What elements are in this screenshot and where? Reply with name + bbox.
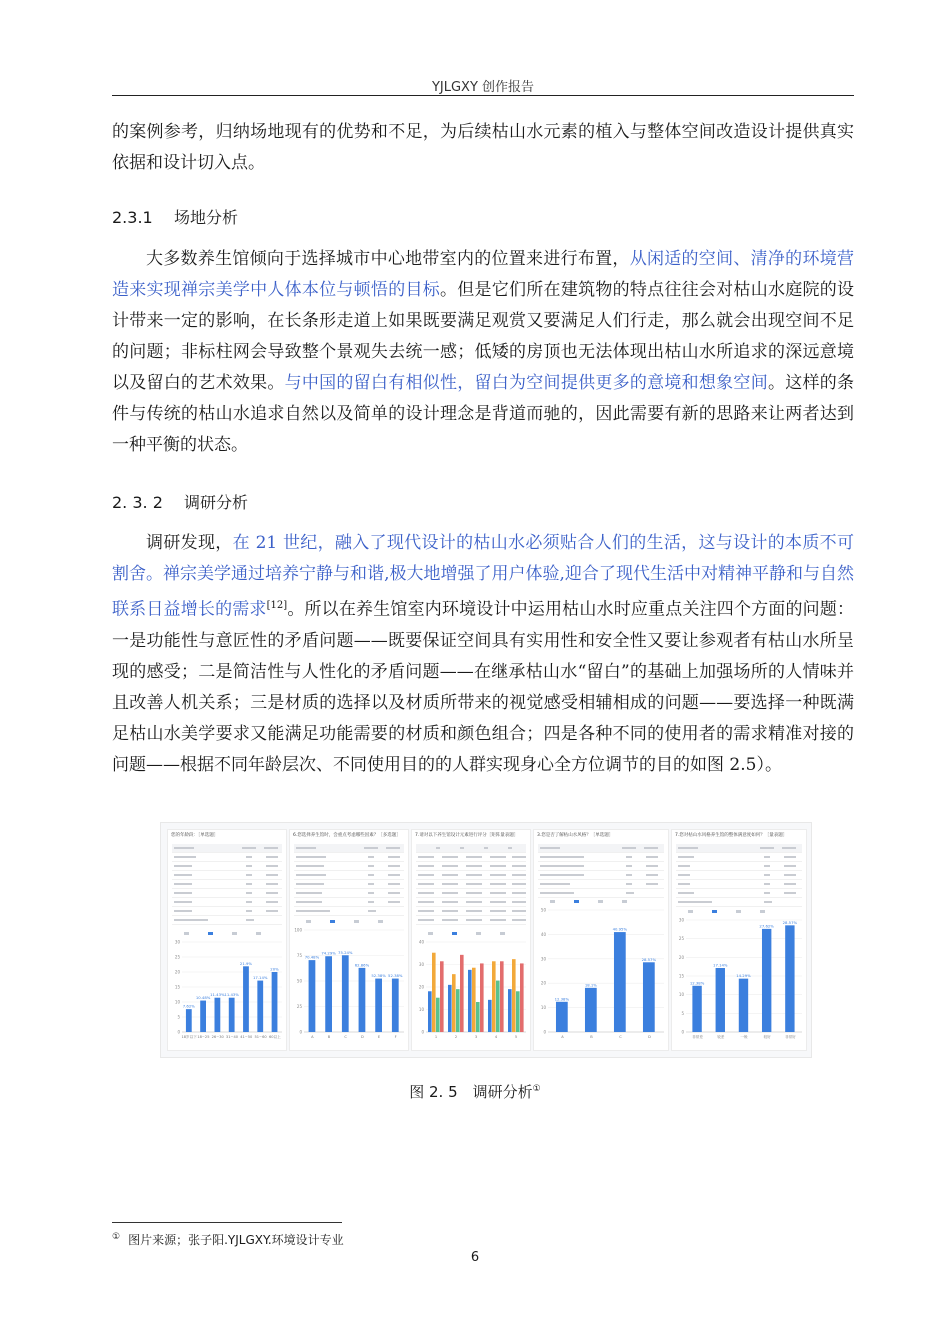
data-label: 70.48% xyxy=(304,954,320,960)
bar xyxy=(692,986,701,1032)
bar xyxy=(512,959,516,1032)
y-tick-label: 10 xyxy=(678,992,684,998)
highlighted-text: 在 21 世纪，融入了现代设计的枯山水必须贴合人们的生活，这与设计的本质不可割舍。禅宗美学通过培养宁静与和谐,极大地增强了用户体验,迎合了现代生活中对精神平静和与自然联系日益增长的需求 xyxy=(112,533,854,620)
bar xyxy=(468,970,472,1032)
table-row xyxy=(676,889,802,898)
bar xyxy=(500,961,504,1032)
bar xyxy=(496,981,500,1032)
bar xyxy=(436,998,440,1032)
legend-swatch xyxy=(500,932,505,935)
data-label: 21.9% xyxy=(239,960,252,966)
table-row xyxy=(538,871,664,880)
x-tick-label: 较差 xyxy=(717,1035,725,1039)
site-analysis-block xyxy=(112,244,854,461)
legend-swatch xyxy=(208,932,213,935)
highlighted-text: 与中国的留白有相似性，留白为空间提供更多的意境和想象空间 xyxy=(284,373,768,393)
bar-chart xyxy=(534,898,668,1048)
panel-title: 7.您对枯山水风格养生馆的整体满意度如何？［量表题］ xyxy=(675,833,788,838)
table-row xyxy=(172,916,282,925)
y-tick-label: 25 xyxy=(678,936,684,942)
y-tick-label: 15 xyxy=(174,984,180,990)
summary-table xyxy=(172,844,282,925)
bar xyxy=(257,981,263,1032)
data-label: 52.38% xyxy=(388,973,403,979)
site-analysis-paragraph xyxy=(112,244,854,461)
y-tick-label: 0 xyxy=(299,1029,302,1035)
table-header xyxy=(172,844,282,853)
x-tick-label: 26~30 xyxy=(211,1035,224,1039)
section-title: 场地分析 xyxy=(174,208,239,227)
table-row xyxy=(172,907,282,916)
section-heading-2-3-2 xyxy=(112,490,248,513)
y-tick-label: 30 xyxy=(540,956,546,962)
bar xyxy=(785,925,794,1032)
x-tick-label: 60以上 xyxy=(268,1035,281,1039)
bar xyxy=(375,979,382,1032)
x-tick-label: 3 xyxy=(474,1035,478,1039)
x-tick-label: A xyxy=(561,1035,564,1039)
table-row xyxy=(294,871,404,880)
bar xyxy=(456,989,460,1032)
bar xyxy=(480,963,484,1032)
data-label: 52.38% xyxy=(371,973,386,979)
bar xyxy=(428,991,432,1032)
bar xyxy=(215,998,221,1032)
bar xyxy=(272,972,278,1032)
footnote xyxy=(112,1231,344,1248)
x-tick-label: 4 xyxy=(494,1035,498,1039)
legend-swatch xyxy=(736,910,741,913)
table-row xyxy=(416,907,526,916)
table-row xyxy=(538,853,664,862)
legend-swatch xyxy=(622,900,627,903)
table-header xyxy=(294,844,404,853)
table-row xyxy=(172,889,282,898)
bar xyxy=(585,988,597,1032)
y-tick-label: 20 xyxy=(174,969,180,975)
bar xyxy=(309,960,316,1032)
legend-swatch xyxy=(184,932,189,935)
summary-table xyxy=(538,844,664,898)
y-tick-label: 40 xyxy=(540,931,546,937)
table-row xyxy=(538,889,664,898)
y-tick-label: 10 xyxy=(540,1005,546,1011)
caption-text: 图 2. 5 调研分析 xyxy=(409,1083,533,1101)
y-tick-label: 10 xyxy=(418,1007,424,1012)
bar xyxy=(614,932,626,1032)
x-tick-label: 非常好 xyxy=(785,1035,796,1039)
table-row xyxy=(416,880,526,889)
panel-title: 7.请对以下养生馆设计元素进行评分［矩阵量表题］ xyxy=(415,833,519,838)
x-tick-label: 41~50 xyxy=(240,1035,253,1039)
x-tick-label: 31~40 xyxy=(225,1035,239,1039)
survey-analysis-block xyxy=(112,528,854,781)
y-tick-label: 0 xyxy=(543,1029,546,1035)
table-row xyxy=(676,871,802,880)
table-row xyxy=(416,871,526,880)
y-tick-label: 5 xyxy=(681,1010,684,1016)
figure-caption xyxy=(0,1081,950,1102)
data-label: 28.57% xyxy=(782,919,798,925)
y-tick-label: 25 xyxy=(174,954,180,960)
section-title: 调研分析 xyxy=(184,493,249,512)
table-row xyxy=(676,880,802,889)
grouped-bar-chart xyxy=(412,930,530,1048)
x-tick-label: A xyxy=(311,1035,314,1039)
table-row xyxy=(676,898,802,907)
table-row xyxy=(294,889,404,898)
table-row xyxy=(416,916,526,925)
footnote-mark: ① xyxy=(112,1232,121,1242)
summary-table xyxy=(676,844,802,907)
x-tick-label: 一般 xyxy=(740,1035,748,1039)
bar xyxy=(359,968,366,1032)
data-label: 7.62% xyxy=(182,1003,195,1009)
header-divider xyxy=(112,95,854,96)
data-label: 11.43% xyxy=(224,992,239,998)
highlighted-text: 从闲适的空间、清净的环境营造来实现禅宗美学中人体本位与顿悟的目标 xyxy=(112,249,855,300)
page-number: 6 xyxy=(470,1250,480,1265)
section-number: 2.3.1 xyxy=(112,208,153,227)
bar xyxy=(716,968,725,1032)
bar xyxy=(739,979,748,1032)
table-row xyxy=(294,853,404,862)
table-row xyxy=(416,862,526,871)
y-tick-label: 50 xyxy=(296,978,302,984)
table-row xyxy=(294,907,404,916)
text-run: 。所以在养生馆室内环境设计中运用枯山水时应重点关注四个方面的问题：一是功能性与意匠性的矛盾问题——既要保证空间具有实用性和安全性又要让参观者有枯山水所呈现的感受；二是简洁性与人性化的矛盾问题——在继承枯山水“留白”的基础上加强场所的人情味并且改善人机关系；三是材质的选择以及材质所带来的视觉感受相辅相成的问题——要选择一种既满足枯山水美学要求又能满足功能需要的材质和颜色组合；四是各种不同的使用者的需求精准对接的问题——根据不同年龄层次、不同使用目的的人群实现身心全方位调节的目的如图 2.5）。 xyxy=(112,599,855,775)
y-tick-label: 0 xyxy=(421,1029,424,1035)
summary-table xyxy=(294,844,404,916)
legend-swatch xyxy=(428,932,433,935)
y-tick-label: 20 xyxy=(540,980,546,986)
bar xyxy=(452,974,456,1032)
table-row xyxy=(172,862,282,871)
legend-swatch xyxy=(232,932,237,935)
y-tick-label: 15 xyxy=(678,973,684,979)
x-tick-label: 较好 xyxy=(763,1035,771,1039)
y-tick-label: 0 xyxy=(681,1029,684,1035)
table-row xyxy=(172,871,282,880)
data-label: 12.38% xyxy=(554,996,570,1002)
y-tick-label: 20 xyxy=(678,954,684,960)
x-tick-label: E xyxy=(377,1035,381,1039)
data-label: 40.95% xyxy=(612,926,628,932)
data-label: 18.1% xyxy=(584,982,597,988)
table-row xyxy=(676,862,802,871)
table-header xyxy=(676,844,802,853)
table-row xyxy=(294,880,404,889)
legend-swatch xyxy=(306,920,311,923)
intro-paragraph: 的案例参考，归纳场地现有的优势和不足，为后续枯山水元素的植入与整体空间改造设计提供真实依据和设计切入点。 xyxy=(112,122,854,173)
data-label: 20% xyxy=(270,966,279,972)
survey-analysis-paragraph xyxy=(112,528,854,781)
x-tick-label: B xyxy=(590,1035,593,1039)
panel-title: 6.您选择养生馆时，会重点考虑哪些因素？［多选题］ xyxy=(293,833,401,838)
page-header: YJLGXY 创作报告 xyxy=(431,80,535,95)
table-header xyxy=(538,844,664,853)
y-tick-label: 30 xyxy=(418,962,424,967)
y-tick-label: 0 xyxy=(177,1029,180,1035)
table-header xyxy=(416,844,526,853)
legend-swatch xyxy=(476,932,481,935)
x-tick-label: 1 xyxy=(434,1035,438,1039)
footnote-text: 图片来源；张子阳.YJLGXY.环境设计专业 xyxy=(128,1233,344,1247)
bar xyxy=(432,953,436,1032)
bar xyxy=(460,955,464,1032)
y-tick-label: 30 xyxy=(174,939,180,945)
legend-swatch xyxy=(712,910,717,913)
x-tick-label: 非常差 xyxy=(692,1035,703,1039)
citation-mark: [12] xyxy=(266,600,288,611)
caption-footnote-mark: ① xyxy=(532,1084,541,1094)
summary-table xyxy=(416,844,526,925)
data-label: 10.48% xyxy=(195,995,211,1001)
survey-panel-awareness xyxy=(533,829,669,1051)
table-row xyxy=(294,862,404,871)
bar xyxy=(229,998,235,1032)
data-label: 62.86% xyxy=(354,962,370,968)
table-row xyxy=(538,880,664,889)
y-tick-label: 75 xyxy=(296,953,302,958)
x-tick-label: 18岁以下 xyxy=(181,1035,197,1039)
intro-paragraph-block xyxy=(112,117,854,179)
bar xyxy=(200,1001,206,1032)
x-tick-label: 2 xyxy=(454,1035,458,1039)
bar xyxy=(186,1009,192,1032)
footnote-divider xyxy=(112,1222,342,1223)
x-tick-label: 5 xyxy=(514,1035,518,1039)
bar-chart xyxy=(290,918,408,1048)
x-tick-label: D xyxy=(648,1035,651,1039)
data-label: 17.14% xyxy=(713,962,728,968)
data-label: 11.43% xyxy=(210,992,225,998)
text-run: 大多数养生馆倾向于选择城市中心地带室内的位置来进行布置， xyxy=(146,249,630,269)
legend-swatch xyxy=(256,932,261,935)
data-label: 28.57% xyxy=(641,956,657,962)
bar xyxy=(516,991,520,1032)
bar xyxy=(520,963,524,1032)
y-tick-label: 50 xyxy=(540,907,546,913)
survey-panel-matrix xyxy=(411,829,531,1051)
panel-title: 您的年龄段：［单选题］ xyxy=(171,833,219,838)
bar xyxy=(243,966,249,1032)
text-run: 调研发现， xyxy=(146,533,233,553)
x-tick-label: 51~60 xyxy=(254,1035,267,1039)
data-label: 14.29% xyxy=(736,973,751,979)
y-tick-label: 10 xyxy=(174,999,180,1005)
bar xyxy=(392,979,399,1032)
y-tick-label: 20 xyxy=(418,984,424,990)
bar xyxy=(476,1002,480,1032)
text-run: 。但是它们所在建筑物的特点往往会对枯山水庭院的设计带来一定的影响，在长条形走道上如果既要满足观赏又要满足人们行走，那么就会出现空间不足的问题；非标柱网会导致整个景观失去统一感；低矮的房顶也无法体现出枯山水所追求的深远意境以及留白的艺术效果。 xyxy=(112,280,855,393)
bar xyxy=(643,962,655,1032)
bar xyxy=(440,961,444,1032)
y-tick-label: 25 xyxy=(296,1004,302,1009)
legend-swatch xyxy=(330,920,335,923)
survey-panel-factors xyxy=(289,829,409,1051)
survey-panel-satisfaction xyxy=(671,829,807,1051)
x-tick-label: 18~25 xyxy=(197,1035,210,1039)
legend-swatch xyxy=(378,920,383,923)
table-row xyxy=(416,898,526,907)
legend-swatch xyxy=(452,932,457,935)
bar xyxy=(762,929,771,1032)
bar-chart xyxy=(672,908,806,1048)
x-tick-label: B xyxy=(327,1035,331,1039)
x-tick-label: F xyxy=(394,1035,397,1039)
legend-swatch xyxy=(760,910,765,913)
bar xyxy=(472,968,476,1032)
table-row xyxy=(172,898,282,907)
table-row xyxy=(416,853,526,862)
bar xyxy=(325,956,332,1032)
bar xyxy=(448,985,452,1032)
legend-swatch xyxy=(598,900,603,903)
y-tick-label: 30 xyxy=(678,917,684,923)
panel-title: 3.您是否了解枯山水风格？［单选题］ xyxy=(537,833,614,838)
legend-swatch xyxy=(550,900,555,903)
y-tick-label: 5 xyxy=(177,1014,180,1020)
table-row xyxy=(294,898,404,907)
legend-swatch xyxy=(354,920,359,923)
data-label: 12.38% xyxy=(689,980,705,986)
data-label: 74.29% xyxy=(321,950,336,956)
survey-panel-age xyxy=(167,829,287,1051)
bar xyxy=(488,1000,492,1032)
table-row xyxy=(172,853,282,862)
legend-swatch xyxy=(688,910,693,913)
section-heading-2-3-1 xyxy=(112,205,238,228)
x-tick-label: C xyxy=(619,1035,622,1039)
text-run: 。这样的条件与传统的枯山水追求自然以及简单的设计理念是背道而驰的，因此需要有新的思路来让两者达到一种平衡的状态。 xyxy=(112,373,855,455)
y-tick-label: 100 xyxy=(294,927,302,933)
table-row xyxy=(416,889,526,898)
bar xyxy=(342,955,349,1032)
bar-chart xyxy=(168,930,286,1048)
legend-swatch xyxy=(574,900,579,903)
bar xyxy=(492,961,496,1032)
data-label: 75.24% xyxy=(338,949,353,955)
survey-figure xyxy=(160,822,812,1058)
table-row xyxy=(676,853,802,862)
data-label: 27.62% xyxy=(759,923,774,929)
x-tick-label: D xyxy=(360,1035,364,1039)
x-tick-label: C xyxy=(344,1035,347,1039)
bar xyxy=(508,989,512,1032)
data-label: 17.14% xyxy=(253,975,268,981)
bar xyxy=(556,1002,568,1032)
table-row xyxy=(172,880,282,889)
section-number: 2. 3. 2 xyxy=(112,493,163,512)
table-row xyxy=(538,862,664,871)
y-tick-label: 40 xyxy=(418,939,424,945)
